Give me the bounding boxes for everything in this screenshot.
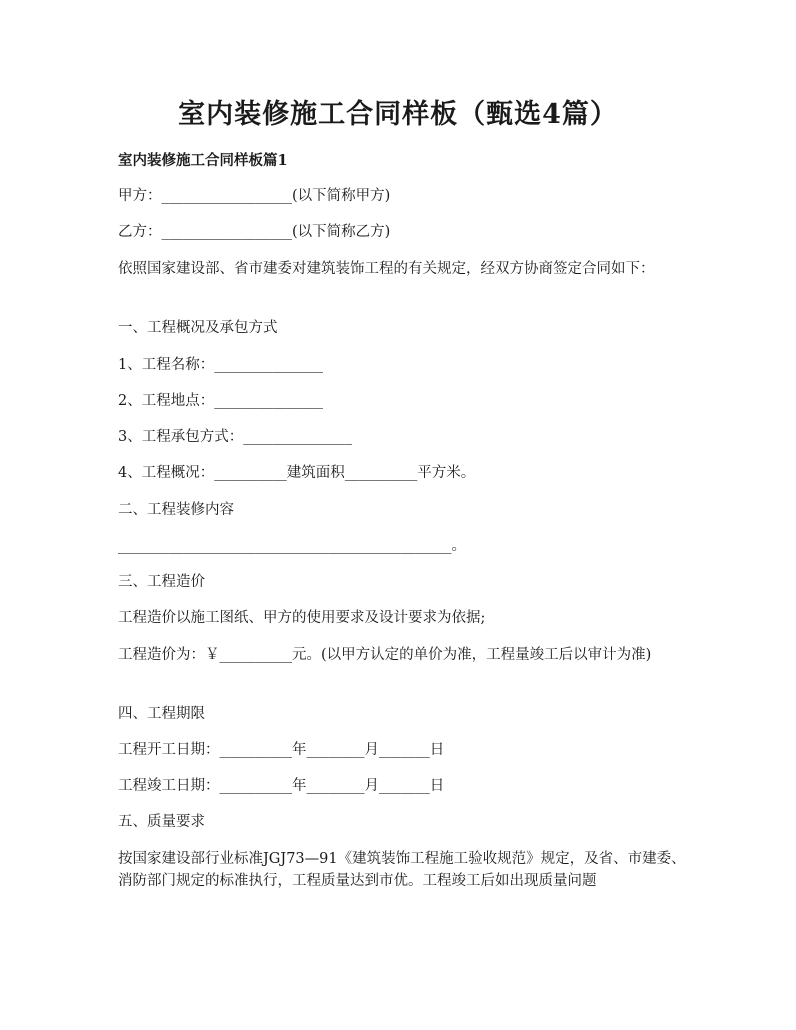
party-a-line: 甲方：__________________(以下简称甲方) (118, 188, 391, 204)
project-name-line: 1、工程名称：_______________ (118, 357, 323, 373)
clause-heading-1: 一、工程概况及承包方式 (118, 320, 278, 336)
cost-amount-paragraph: 工程造价为：￥__________元。(以甲方认定的单价为准，工程量竣工后以审计为准) (118, 647, 652, 663)
quality-paragraph: 按国家建设部行业标准JGJ73—91《建筑装饰工程施工验收规范》规定，及省、市建委、消防部门规定的标准执行，工程质量达到市优。工程竣工后如出现质量问题 (118, 851, 686, 889)
completion-date-line: 工程竣工日期：__________年________月_______日 (118, 778, 445, 794)
clause-heading-2: 二、工程装修内容 (118, 502, 234, 518)
party-b-line: 乙方：__________________(以下简称乙方) (118, 224, 391, 240)
cost-basis-line: 工程造价以施工图纸、甲方的使用要求及设计要求为依据; (118, 610, 486, 626)
intro-paragraph: 依照国家建设部、省市建委对建筑装饰工程的有关规定，经双方协商签定合同如下： (118, 261, 655, 277)
document-title: 室内装修施工合同样板（甄选4篇） (178, 99, 618, 130)
decoration-content-blank: ______________________________________________。 (118, 538, 466, 554)
clause-heading-5: 五、质量要求 (118, 814, 205, 830)
section-heading: 室内装修施工合同样板篇1 (118, 152, 288, 169)
project-overview-line: 4、工程概况：__________建筑面积__________平方米。 (118, 465, 476, 481)
contract-method-line: 3、工程承包方式：_______________ (118, 429, 352, 445)
clause-heading-3: 三、工程造价 (118, 574, 205, 590)
clause-heading-4: 四、工程期限 (118, 706, 205, 722)
start-date-line: 工程开工日期：__________年________月_______日 (118, 742, 445, 758)
project-location-line: 2、工程地点：_______________ (118, 393, 323, 409)
